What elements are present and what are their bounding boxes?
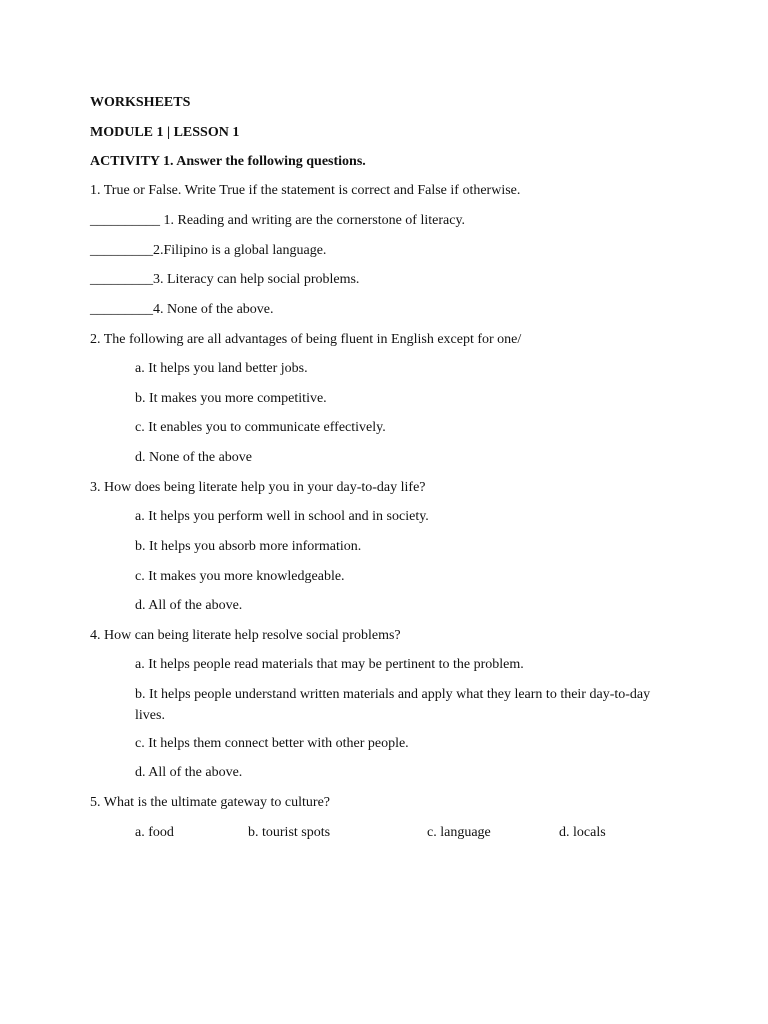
q4-option-a: a. It helps people read materials that may be pertinent to the problem.: [135, 657, 524, 672]
module-heading: MODULE 1 | LESSON 1: [90, 125, 240, 140]
activity-heading: ACTIVITY 1. Answer the following questions.: [90, 154, 366, 169]
q2-option-d: d. None of the above: [135, 450, 253, 465]
worksheet-title: WORKSHEETS: [90, 95, 191, 110]
q5-option-d: d. locals: [559, 825, 606, 840]
q5-option-a: a. food: [135, 825, 174, 840]
question-3-prompt: 3. How does being literate help you in your day-to-day life?: [90, 480, 426, 495]
tf-item-1: __________ 1. Reading and writing are the cornerstone of literacy.: [90, 213, 466, 228]
tf-item-3: _________3. Literacy can help social problems.: [90, 272, 360, 287]
q3-option-d: d. All of the above.: [135, 598, 243, 613]
q4-option-d: d. All of the above.: [135, 765, 243, 780]
q5-option-c: c. language: [427, 825, 491, 840]
q2-option-a: a. It helps you land better jobs.: [135, 361, 308, 376]
q5-option-b: b. tourist spots: [248, 825, 331, 840]
question-1-prompt: 1. True or False. Write True if the statement is correct and False if otherwise.: [90, 183, 521, 198]
tf-item-4: _________4. None of the above.: [90, 302, 274, 317]
q3-option-c: c. It makes you more knowledgeable.: [135, 569, 345, 584]
question-2-prompt: 2. The following are all advantages of being fluent in English except for one/: [90, 332, 522, 347]
question-4-prompt: 4. How can being literate help resolve social problems?: [90, 628, 401, 643]
q3-option-a: a. It helps you perform well in school and in society.: [135, 509, 429, 524]
question-5-prompt: 5. What is the ultimate gateway to culture?: [90, 795, 330, 810]
q4-option-b: b. It helps people understand written materials and apply what they learn to their day-to-day lives.: [135, 687, 651, 723]
q4-option-c: c. It helps them connect better with other people.: [135, 736, 409, 751]
q3-option-b: b. It helps you absorb more information.: [135, 539, 362, 554]
q2-option-c: c. It enables you to communicate effectively.: [135, 420, 386, 435]
tf-item-2: _________2.Filipino is a global language.: [90, 243, 327, 258]
q2-option-b: b. It makes you more competitive.: [135, 391, 327, 406]
